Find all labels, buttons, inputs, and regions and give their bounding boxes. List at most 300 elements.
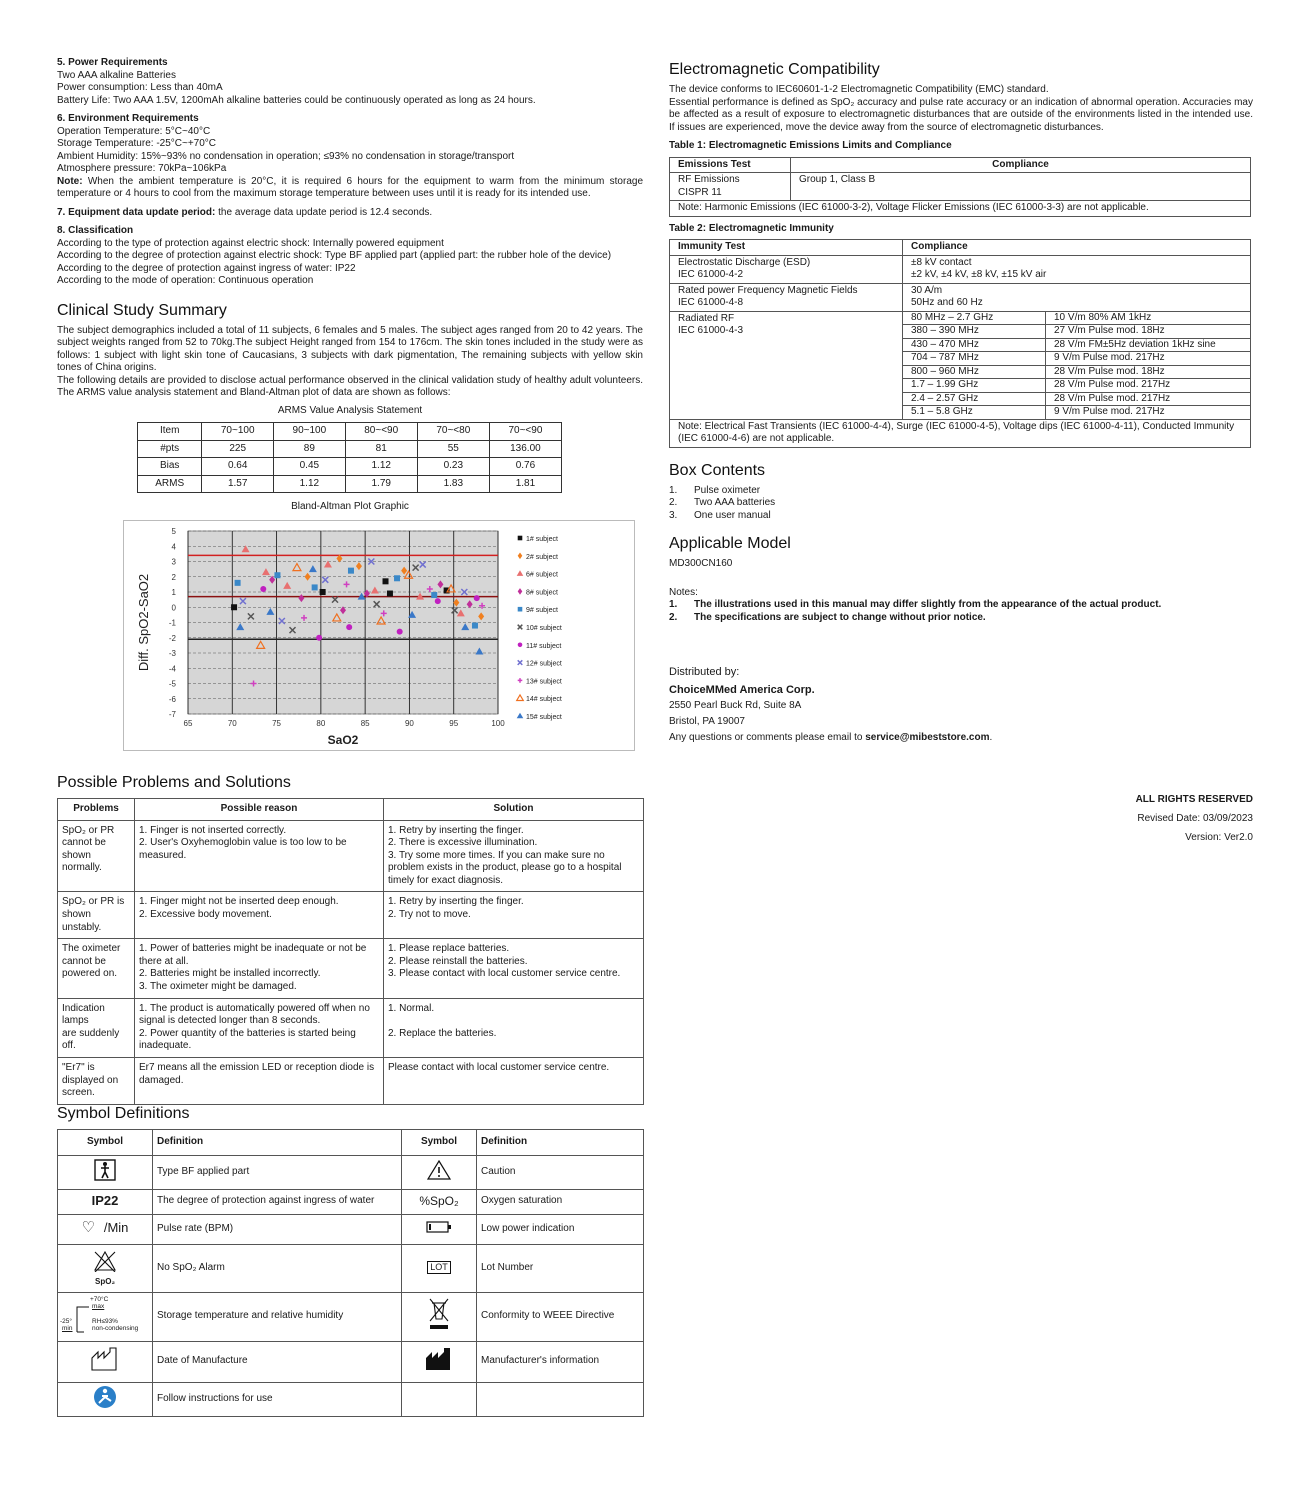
bland-altman-plot — [123, 520, 635, 751]
problems-row — [58, 939, 644, 998]
problem-cell-line: are suddenly off. — [62, 1027, 120, 1052]
definition-cell: Type BF applied part — [153, 1155, 402, 1189]
y-tick-label: 3 — [171, 557, 176, 566]
symbols-header: Symbol — [402, 1130, 477, 1156]
immunity-test-cell — [670, 255, 903, 283]
arms-cell: #pts — [138, 440, 202, 458]
arms-table — [137, 422, 562, 493]
arms-cell: 225 — [202, 440, 274, 458]
emissions-compliance: Group 1, Class B — [791, 173, 1251, 201]
x-tick-label: 80 — [316, 718, 326, 728]
no-alarm-icon — [93, 1250, 117, 1272]
esd-contact: ±8 kV contact — [911, 256, 972, 268]
radiated-freq: 2.4 – 2.57 GHz — [903, 392, 1046, 406]
data-point — [231, 604, 237, 610]
symbol-cell — [58, 1244, 153, 1292]
solution-cell — [384, 1058, 644, 1105]
temp-max-value: +70°C — [90, 1295, 109, 1303]
notes-section — [669, 587, 1253, 625]
arms-row — [138, 458, 562, 476]
legend-label: 13# subject — [526, 677, 562, 685]
legend-marker — [517, 570, 524, 576]
symbol-cell — [58, 1155, 153, 1189]
y-tick-label: -4 — [168, 663, 176, 673]
environment-title: 6. Environment Requirements — [57, 113, 199, 124]
distributor-label: Distributed by: — [669, 666, 740, 678]
legend-marker — [518, 606, 523, 611]
magnetic-level: 30 A/m — [911, 284, 943, 296]
arms-cell: 1.79 — [345, 475, 417, 493]
temp-min-label: min — [62, 1324, 73, 1332]
problems-row — [58, 1058, 644, 1105]
x-tick-label: 95 — [449, 718, 459, 728]
problems-table — [57, 798, 644, 1105]
note-item-text: The specifications are subject to change without prior notice. — [694, 611, 986, 623]
note-item: 1. The illustrations used in this manual may differ slightly from the appearance of the actual product. — [669, 599, 1162, 610]
contact-email[interactable]: service@mibeststore.com — [865, 732, 990, 743]
data-point — [397, 628, 403, 634]
clinical-para1: The subject demographics included a total of 11 subjects, 6 females and 5 males. The subject ages ranged from 20 to 42 years. The subject weights ranged from 52 to 70kg.The subject Height ranged from 154 to 176cm. The skin tones included in the study were as follows: 1 subject with light skin tone of Caucasians, 3 subjects with dark pigmentation, The remaining subjects with yellow skin tones of China origins. — [57, 324, 643, 373]
radiated-level: 10 V/m 80% AM 1kHz — [1046, 311, 1251, 325]
legend-label: 12# subject — [526, 660, 562, 668]
problems-section — [57, 773, 644, 1105]
environment-section — [57, 113, 643, 201]
symbols-row — [58, 1214, 644, 1244]
reason-cell-line: Er7 means all the emission LED or reception diode is — [139, 1062, 375, 1073]
emissions-header: Emissions Test — [670, 157, 791, 173]
date-of-manufacture-icon — [90, 1346, 120, 1372]
symbols-row — [58, 1189, 644, 1214]
data-point — [316, 634, 322, 640]
definition-cell: Manufacturer's information — [477, 1341, 644, 1382]
problem-cell-line: "Er7" is — [62, 1062, 95, 1073]
box-item: 3. One user manual — [669, 509, 771, 521]
emissions-header: Compliance — [791, 157, 1251, 173]
data-point — [260, 585, 266, 591]
symbols-header: Symbol — [58, 1130, 153, 1156]
classification-title: 8. Classification — [57, 225, 134, 236]
problem-cell-line: shown normally. — [62, 849, 102, 874]
emissions-header-row — [670, 157, 1251, 173]
definition-cell: Lot Number — [477, 1244, 644, 1292]
environment-line: Storage Temperature: -25°C~+70°C — [57, 138, 217, 149]
data-point — [431, 592, 437, 598]
instructions-for-use-icon — [93, 1385, 117, 1409]
power-section — [57, 57, 643, 107]
legend-marker — [518, 660, 523, 665]
arms-row — [138, 475, 562, 493]
problem-cell — [58, 998, 135, 1057]
symbols-row — [58, 1244, 644, 1292]
reason-cell — [135, 939, 384, 998]
storage-temp-symbol — [58, 1294, 144, 1340]
x-tick-label: 75 — [272, 718, 282, 728]
data-point — [394, 575, 400, 581]
temp-min-value: -25° — [60, 1317, 72, 1325]
symbol-cell — [402, 1155, 477, 1189]
reason-cell-line: damaged. — [139, 1074, 184, 1086]
solution-cell-line: 1. Retry by inserting the finger. — [388, 824, 524, 836]
problem-cell-line: screen. — [62, 1087, 95, 1099]
y-tick-label: 1 — [171, 587, 176, 597]
radiated-freq: 1.7 – 1.99 GHz — [903, 379, 1046, 393]
reason-cell-line: 1. The product is automatically powered off when no — [139, 1002, 370, 1014]
problem-cell-line: SpO₂ or PR is — [62, 896, 125, 908]
radiated-standard: IEC 61000-4-3 — [678, 325, 744, 336]
radiated-freq: 800 – 960 MHz — [903, 365, 1046, 379]
rights-text: ALL RIGHTS RESERVED — [1135, 794, 1253, 805]
definition-cell: Pulse rate (BPM) — [153, 1214, 402, 1244]
low-battery-icon — [426, 1221, 452, 1233]
arms-cell: 55 — [417, 440, 489, 458]
symbols-row — [58, 1341, 644, 1382]
radiated-label: Radiated RF — [678, 312, 735, 324]
solution-cell-line — [388, 1015, 639, 1028]
solution-cell-line: timely for exact diagnosis. — [388, 874, 504, 886]
reason-cell-line: 1. Finger might not be inserted deep enough. — [139, 896, 339, 908]
heart-icon: ♡ — [81, 1218, 96, 1236]
definition-cell: Storage temperature and relative humidity — [153, 1292, 402, 1341]
arms-cell: 0.45 — [274, 458, 346, 476]
legend-marker — [517, 694, 524, 700]
distributor-contact — [669, 730, 1253, 746]
note-item: 2. The specifications are subject to change without prior notice. — [669, 611, 986, 623]
reason-cell-line: 1. Finger is not inserted correctly. — [139, 824, 287, 836]
note-label: Note: — [57, 175, 83, 187]
y-tick-label: -6 — [168, 694, 176, 704]
symbols-row — [58, 1155, 644, 1189]
legend-label: 9# subject — [526, 606, 558, 614]
problem-cell — [58, 1058, 135, 1105]
legend-marker — [518, 642, 523, 647]
symbol-cell — [402, 1382, 477, 1416]
radiated-freq: 80 MHz – 2.7 GHz — [903, 311, 1046, 325]
y-tick-label: 0 — [171, 602, 176, 612]
solution-cell-line: 1. Normal. — [388, 1002, 435, 1014]
manufacturer-icon — [424, 1346, 454, 1372]
clinical-title: Clinical Study Summary — [57, 301, 227, 319]
y-tick-label: 5 — [171, 526, 176, 536]
classification-line: According to the type of protection against electric shock: Internally powered equipment — [57, 237, 444, 249]
solution-cell-line: 2. Replace the batteries. — [388, 1027, 497, 1039]
radiated-label-cell — [670, 311, 903, 419]
box-item-label: Two AAA batteries — [694, 497, 776, 508]
reason-cell — [135, 998, 384, 1057]
x-axis-label: SaO2 — [327, 732, 359, 747]
power-line: Two AAA alkaline Batteries — [57, 69, 176, 81]
no-spo2-label: SpO₂ — [95, 1276, 115, 1286]
radiated-level: 27 V/m Pulse mod. 18Hz — [1046, 325, 1251, 339]
symbols-table — [57, 1129, 644, 1417]
box-item: 1. Pulse oximeter — [669, 484, 761, 496]
y-tick-label: 2 — [171, 572, 176, 582]
arms-cell: 1.81 — [489, 475, 561, 493]
footer-meta — [1136, 790, 1253, 847]
immunity-header: Compliance — [903, 240, 1251, 256]
symbol-cell — [402, 1214, 477, 1244]
reason-cell-line: 2. User's Oxyhemoglobin value is too low to be — [139, 837, 347, 849]
humidity-value: RH≤93% — [92, 1317, 118, 1325]
arms-caption: ARMS Value Analysis Statement — [277, 404, 423, 416]
problem-cell-line: powered on. — [62, 968, 118, 980]
classification-line: According to the mode of operation: Continuous operation — [57, 275, 314, 286]
legend-label: 2# subject — [526, 553, 558, 561]
symbol-cell — [58, 1382, 153, 1416]
arms-cell: 0.76 — [489, 458, 561, 476]
model-title: Applicable Model — [669, 535, 791, 552]
arms-cell: ARMS — [138, 475, 202, 493]
legend-label: 8# subject — [526, 588, 558, 596]
table2-title: Table 2: Electromagnetic Immunity — [669, 222, 834, 234]
contact-suffix: . — [989, 732, 993, 743]
immunity-compliance-cell — [903, 255, 1251, 283]
power-line: Battery Life: Two AAA 1.5V, 1200mAh alkaline batteries could be continuously operated as long as 24 hours. — [57, 94, 536, 106]
radiated-level: 28 V/m Pulse mod. 217Hz — [1046, 379, 1251, 393]
arms-cell: 1.57 — [202, 475, 274, 493]
data-point — [312, 584, 318, 590]
box-list — [669, 485, 1253, 523]
immunity-header: Immunity Test — [670, 240, 903, 256]
arms-cell: Bias — [138, 458, 202, 476]
problems-header: Problems — [58, 799, 135, 821]
solution-cell-line: 2. Try not to move. — [388, 909, 471, 921]
model-value: MD300CN160 — [669, 558, 733, 569]
symbol-cell — [402, 1244, 477, 1292]
solution-cell-line: 1. Retry by inserting the finger. — [388, 896, 524, 908]
legend-label: 11# subject — [526, 642, 562, 650]
immunity-test-cell — [670, 283, 903, 311]
legend-marker — [518, 624, 523, 629]
radiated-freq: 380 – 390 MHz — [903, 325, 1046, 339]
definition-cell: The degree of protection against ingress of water — [153, 1189, 402, 1214]
right-column — [669, 60, 1253, 746]
environment-line: Ambient Humidity: 15%~93% no condensation in operation; ≤93% no condensation in storage/transport — [57, 150, 515, 162]
arms-cell: 1.12 — [345, 458, 417, 476]
problems-row — [58, 998, 644, 1057]
solution-cell-line: problem exists in the product, please go to a hospital — [388, 862, 622, 874]
esd-standard: IEC 61000-4-2 — [678, 269, 744, 280]
note-text: When the ambient temperature is 20°C, it is required 6 hours for the equipment to warm from the minimum storage temperature or 4 hours to cool from the maximum storage temperature between uses until it is ready for its intended use. — [57, 175, 643, 199]
distributor-company: ChoiceMMed America Corp. — [669, 684, 815, 696]
problem-cell — [58, 939, 135, 998]
power-title: 5. Power Requirements — [57, 57, 168, 68]
box-item: 2. Two AAA batteries — [669, 497, 776, 508]
problems-header: Solution — [384, 799, 644, 821]
left-column — [57, 57, 643, 751]
y-tick-label: -1 — [168, 618, 176, 627]
definition-cell — [477, 1382, 644, 1416]
x-tick-label: 70 — [227, 718, 237, 728]
notes-title: Notes: — [669, 586, 698, 598]
symbol-cell — [58, 1341, 153, 1382]
reason-cell-line: 2. Batteries might be installed incorrectly. — [139, 968, 321, 980]
problems-row — [58, 820, 644, 892]
pulse-min-symbol: /Min — [103, 1219, 129, 1235]
data-point — [474, 595, 480, 601]
radiated-freq: 704 – 787 MHz — [903, 352, 1046, 366]
x-tick-label: 65 — [183, 718, 193, 728]
data-point — [235, 579, 241, 585]
reason-cell-line: measured. — [139, 849, 187, 861]
version-text: Version: Ver2.0 — [1185, 832, 1253, 843]
reason-cell-line: 2. Power quantity of the batteries is started being — [139, 1027, 356, 1039]
legend-marker — [518, 552, 523, 559]
problems-header-row — [58, 799, 644, 821]
emissions-standard: CISPR 11 — [678, 186, 722, 198]
equipment-label: 7. Equipment data update period: — [57, 206, 216, 218]
magnetic-label: Rated power Frequency Magnetic Fields — [678, 284, 858, 296]
emissions-note-row — [670, 201, 1251, 217]
problem-cell-line: shown unstably. — [62, 909, 102, 933]
y-axis-label: Diff. SpO2-SaO2 — [136, 573, 151, 671]
reason-cell-line: 2. Excessive body movement. — [139, 909, 272, 921]
solution-cell-line: 2. Please reinstall the batteries. — [388, 955, 528, 967]
plot-svg — [124, 521, 634, 750]
lot-icon: LOT — [427, 1261, 451, 1274]
immunity-compliance-cell — [903, 283, 1251, 311]
reason-cell — [135, 820, 384, 892]
reason-cell — [135, 1058, 384, 1105]
arms-header-cell: 70~100 — [202, 423, 274, 441]
revised-date: Revised Date: 03/09/2023 — [1137, 813, 1253, 824]
arms-cell: 0.23 — [417, 458, 489, 476]
table1-title: Table 1: Electromagnetic Emissions Limits and Compliance — [669, 140, 952, 151]
definition-cell: Low power indication — [477, 1214, 644, 1244]
equipment-update — [57, 207, 643, 220]
arms-header-cell: 80~<90 — [345, 423, 417, 441]
problem-cell-line: The oximeter — [62, 943, 121, 955]
reason-cell — [135, 892, 384, 939]
data-point — [435, 598, 441, 604]
arms-cell: 81 — [345, 440, 417, 458]
solution-cell-line: 1. Please replace batteries. — [388, 943, 510, 955]
equipment-text: the average data update period is 12.4 seconds. — [215, 206, 433, 218]
reason-cell-line: signal is detected longer than 8 seconds. — [139, 1015, 321, 1027]
legend-marker — [518, 678, 523, 683]
esd-air: ±2 kV, ±4 kV, ±8 kV, ±15 kV air — [911, 269, 1047, 280]
x-tick-label: 85 — [360, 718, 370, 728]
legend-label: 10# subject — [526, 624, 562, 632]
problems-body — [58, 820, 644, 1104]
classification-line: According to the degree of protection against ingress of water: IP22 — [57, 262, 356, 274]
data-point — [348, 567, 354, 573]
distributor-section — [669, 664, 1253, 746]
immunity-table — [669, 239, 1251, 448]
emc-para2: Essential performance is defined as SpO₂ accuracy and pulse rate accuracy or an indication of abnormal operation. Accuracies may be affected as a result of exposure to electromagnetic disturbances that are outside of the environments listed in the intended use. If issues are experienced, move the device away from the source of electromagnetic disturbances. — [669, 96, 1253, 133]
arms-header-cell: 70~<80 — [417, 423, 489, 441]
problems-row — [58, 892, 644, 939]
arms-cell: 0.64 — [202, 458, 274, 476]
definition-cell: Conformity to WEEE Directive — [477, 1292, 644, 1341]
symbols-row — [58, 1292, 644, 1341]
problem-cell-line: displayed on — [62, 1074, 119, 1086]
environment-line: Atmosphere pressure: 70kPa~106kPa — [57, 163, 227, 174]
arms-header-cell: 90~100 — [274, 423, 346, 441]
symbols-header: Definition — [153, 1130, 402, 1156]
symbol-cell — [58, 1292, 153, 1341]
symbols-row — [58, 1382, 644, 1416]
emissions-table — [669, 157, 1251, 217]
arms-row — [138, 440, 562, 458]
data-point — [274, 572, 280, 578]
solution-cell — [384, 820, 644, 892]
caution-icon — [427, 1160, 451, 1180]
definition-cell: Caution — [477, 1155, 644, 1189]
problem-cell — [58, 892, 135, 939]
problem-cell-line: cannot be — [62, 955, 106, 967]
y-tick-label: -3 — [168, 648, 176, 658]
definition-cell: Date of Manufacture — [153, 1341, 402, 1382]
symbol-cell — [402, 1341, 477, 1382]
immunity-row — [670, 311, 1251, 325]
arms-header-cell: Item — [138, 423, 202, 441]
problem-cell — [58, 820, 135, 892]
thermometer-icon — [74, 1304, 92, 1334]
definition-cell: Follow instructions for use — [153, 1382, 402, 1416]
arms-cell: 1.83 — [417, 475, 489, 493]
x-tick-label: 100 — [491, 718, 505, 728]
legend-marker — [518, 588, 523, 595]
radiated-level: 9 V/m Pulse mod. 217Hz — [1046, 406, 1251, 420]
clinical-para2: The following details are provided to disclose actual performance observed in the clinical validation study of healthy adult volunteers. The ARMS value analysis statement and Bland-Altman plot of data are shown as follows: — [57, 374, 643, 398]
spo2-symbol: %SpO₂ — [402, 1189, 477, 1214]
emissions-note: Note: Harmonic Emissions (IEC 61000-3-2), Voltage Flicker Emissions (IEC 61000-3-3) are not applicable. — [670, 201, 1251, 217]
box-item-label: Pulse oximeter — [694, 484, 761, 496]
power-line: Power consumption: Less than 40mA — [57, 82, 223, 93]
emissions-row — [670, 173, 1251, 201]
data-point — [387, 590, 393, 596]
classification-line: According to the degree of protection against electric shock: Type BF applied part (applied part: the rubber hole of the device) — [57, 250, 612, 261]
emc-para: The device conforms to IEC60601-1-2 Electromagnetic Compatibility (EMC) standard. — [669, 84, 1049, 95]
immunity-row — [670, 255, 1251, 283]
arms-cell: 136.00 — [489, 440, 561, 458]
problems-title: Possible Problems and Solutions — [57, 774, 291, 791]
problem-cell-line: Indication lamps — [62, 1002, 105, 1027]
emc-title: Electromagnetic Compatibility — [669, 61, 880, 78]
emissions-test-cell — [670, 173, 791, 201]
arms-cell: 1.12 — [274, 475, 346, 493]
arms-header-row — [138, 423, 562, 441]
symbol-cell — [402, 1292, 477, 1341]
symbol-cell — [58, 1214, 153, 1244]
radiated-level: 9 V/m Pulse mod. 217Hz — [1046, 352, 1251, 366]
legend-label: 14# subject — [526, 695, 562, 703]
immunity-row — [670, 283, 1251, 311]
magnetic-frequency: 50Hz and 60 Hz — [911, 297, 983, 308]
type-bf-icon — [94, 1159, 116, 1181]
solution-cell — [384, 939, 644, 998]
radiated-freq: 5.1 – 5.8 GHz — [903, 406, 1046, 420]
contact-prefix: Any questions or comments please email to — [669, 732, 866, 743]
reason-cell-line: there at all. — [139, 955, 189, 967]
immunity-header-row — [670, 240, 1251, 256]
data-point — [346, 624, 352, 630]
problem-cell-line: cannot be — [62, 837, 106, 849]
solution-cell — [384, 998, 644, 1057]
arms-cell: 89 — [274, 440, 346, 458]
immunity-note-row — [670, 419, 1251, 447]
temp-max-label: max — [92, 1302, 105, 1310]
reason-cell-line: 1. Power of batteries might be inadequate or not be — [139, 943, 367, 955]
arms-header-cell: 70~<90 — [489, 423, 561, 441]
data-point — [383, 578, 389, 584]
legend-label: 15# subject — [526, 713, 562, 721]
esd-label: Electrostatic Discharge (ESD) — [678, 256, 811, 268]
ip22-symbol: IP22 — [58, 1189, 153, 1214]
symbols-header: Definition — [477, 1130, 644, 1156]
box-title: Box Contents — [669, 461, 766, 479]
symbols-header-row — [58, 1130, 644, 1156]
